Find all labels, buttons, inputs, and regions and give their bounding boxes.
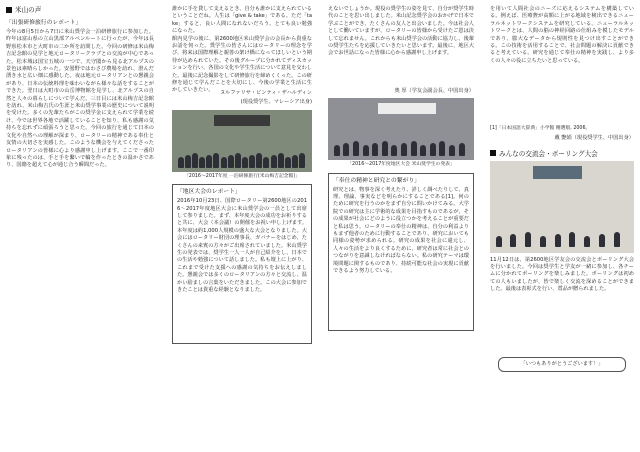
district-report-box	[172, 184, 312, 344]
column-1	[6, 6, 154, 446]
person-figure	[278, 153, 284, 168]
report-title: 「出張研修旅行のレポート」	[6, 20, 82, 26]
square-bullet-icon	[6, 7, 12, 13]
person-figure	[285, 157, 291, 168]
person-figure	[299, 153, 305, 168]
person-figure	[439, 141, 445, 156]
research-box	[328, 173, 474, 331]
person-figure	[199, 157, 205, 168]
district-report-title: 「地区大会のレポート」	[177, 189, 241, 196]
person-figure	[391, 145, 397, 156]
author-affiliation: (現役奨学生、マレーシア出身)	[240, 98, 312, 105]
district-report-body: 2016年10月23日、国際ロータリー第2600地区の2016～2017年度地区大会に米山奨学会の一員として出席して参りました。まず、本年度大会の成功をお祈りすると共に、大会（本会議）の開催をお祝い申し上げます。本年度は約1,000人規模の盛大な大会となりました。大会にはロータリー財団の理事長、ガバナーをはじめ、たくさんの来賓の方々がご出席されていました。米山奨学生の発表では、奨学生一人一人が自己紹介をし、日本での生活や勉強について話しました。私も壇上に上がり、これまで受けた支援への感謝の気持ちをお伝えしました。懇親会では多くのロータリアンの方々と交流し、温かい励ましの言葉をいただきました。この大会に参加できたことは貴重な経験となりました。	[177, 198, 307, 293]
person-figure	[569, 232, 575, 247]
report-body: 今年の8月5日から7日に米山奨学会一泊研修旅行に参加した。昨年は富山県の立山黒部アルペンルートに行ったが、今年は長野県松本市と大町市の二か所を訪問した。今回の研修は米山梅吉記念館の見学と地元ロータリークラブとの交流が中心であった。松本城は国宝五城の一つで、天守閣から見る北アルプスの景色は素晴らしかった。安曇野ではわさび農場を訪れ、澄んだ湧き水と広い畑に感動した。夜は地元ロータリアンとの懇親会があり、日本の伝統料理を味わいながら様々な話をすることができた。翌日は大町市の山岳博物館を見学し、北アルプスの自然と人々の暮らしについて学んだ。三日目には米山梅吉記念館を訪れ、米山梅吉氏の生涯と米山奨学事業の歴史について説明を受けた。多くの先輩たちがこの奨学金に支えられて学業を続け、今では世界各地で活躍していることを知り、私も感謝の気持ちを忘れずに頑張ろうと思った。今回の旅行を通じて日本の文化や自然への理解が深まり、ロータリーの精神である奉仕と友情の大切さを実感した。このような機会を与えてくださったロータリアンの皆様に心より感謝申し上げます。ここで一番印象に残ったのは、手と手を繋いで輪を作ったときの温かさであり、国籍を超えて心が通じ合う瞬間だった。	[6, 29, 154, 169]
research-author: 戴 艶娟（現役奨学生、中国出身）	[554, 134, 634, 141]
person-figure	[353, 141, 359, 156]
research-body: 研究とは、物事を深く考えたり、詳しく調べたりして、真理、理論、事実などを明らかにすることである[1]。何のために研究を行うのかをまず自分に問いかけてみる。大学院での研究は主に学術的な成果を目指すものであるが、その成果が社会にどのように役立つかを考えることが重要だと私は思う。ロータリーの奉仕の精神は、自分の利益よりもまず他者のために行動することであり、研究においても同様の姿勢が求められる。研究の成果を社会に還元し、人々の生活をより良くするために、研究者は常に社会とのつながりを意識しなければならない。私の研究テーマは環境問題に関するものであり、持続可能な社会の実現に貢献できるよう努力している。	[333, 186, 469, 274]
person-figure	[382, 141, 388, 156]
person-figure	[235, 153, 241, 168]
research-title: 「奉仕の精神と研究との繋がり」	[333, 177, 420, 184]
photo-people	[178, 143, 307, 168]
person-figure	[249, 155, 255, 168]
intro-text-2: 館内見学の後に、第2600地区米山奨学会の会長から貴重なお話を伺った。奨学生の皆さんにはロータリーの理念を学び、将来は国際理解と親善の架け橋になってほしいという期待が込められていた。その後グループに分かれてディスカッションを行い、各国の文化や学生生活について意見を交わした。最後に記念撮影をして研修旅行を締めくくった。この研修を通じて学んだことを大切にし、今後の学業と生活に生かしていきたい。	[172, 35, 312, 94]
section-heading: みんなの交流会・ボーリング大会	[490, 150, 634, 159]
conference-photo	[328, 98, 474, 160]
person-figure	[206, 155, 212, 168]
photo-people	[496, 196, 629, 247]
photo-banner	[214, 115, 270, 126]
person-figure	[449, 145, 455, 156]
person-figure	[420, 145, 426, 156]
person-figure	[540, 236, 546, 247]
person-figure	[614, 232, 620, 247]
person-figure	[292, 155, 298, 168]
photo-caption: 「2016～2017年度 一泊研修旅行(米山梅吉記念館)」	[183, 173, 301, 179]
bowling-photo	[490, 161, 634, 253]
bowling-screen	[533, 166, 582, 179]
footnote: [1]「日本国語大辞典」小学館 精選版, 2006。	[490, 126, 591, 131]
research-continued: を用いて人間社会のニーズに応えるシステムを構築している。例えば、医療費が高額に上がる地域を検出できるニューラルネットワークシステムを研究している。ニューラルネットワークとは、人間の脳の神経回路の仕組みを模したモデルであり、膨大なデータから規則性を見つけ出すことができる。この技術を活用することで、社会問題の解決に貢献できると考えている。研究を通じて奉仕の精神を実践し、より多くの人々の役に立ちたいと思っている。	[490, 6, 634, 64]
person-figure	[459, 143, 465, 156]
column-4	[490, 6, 634, 446]
person-figure	[343, 143, 349, 156]
person-figure	[242, 157, 248, 168]
person-figure	[430, 143, 436, 156]
conference-banner	[378, 103, 436, 114]
newsletter-page	[6, 6, 634, 446]
author-name: ヌルファリサ・ビンティ・ザハルディン	[219, 89, 312, 96]
person-figure	[185, 155, 191, 168]
person-figure	[263, 157, 269, 168]
person-figure	[599, 234, 605, 247]
person-figure	[228, 155, 234, 168]
person-figure	[178, 157, 184, 168]
person-figure	[334, 145, 340, 156]
person-figure	[496, 236, 502, 247]
person-figure	[256, 153, 262, 168]
bowling-body: 11月12日は、第2600地区学友会の交流会とボーリング大会を行いました。今回は奨学生と学友が一緒に参加し、各チームに分かれてボーリングを楽しみました。ボーリングは初めての人もいましたが、皆で楽しく交流を深めることができました。最後は表彰式を行い、賞品が贈られました。	[490, 256, 634, 293]
continued-text: えないでしょうか。現役の奨学生の姿を見て、自分が奨学生時代のことを思い出しました。米山記念奨学会のおかげで日本で学ぶことができ、たくさんの友人と出会いました。今は社会人として働いていますが、ロータリーの皆様から受けたご恩は決して忘れません。これからも米山奨学会の活動に協力し、後輩の奨学生たちを応援していきたいと思います。最後に、地区大会でお世話になった皆様に心から感謝申し上げます。	[328, 6, 474, 57]
square-bullet-icon	[490, 150, 496, 156]
person-figure	[363, 145, 369, 156]
group-photo	[172, 110, 312, 172]
person-figure	[555, 234, 561, 247]
photo-people	[334, 131, 468, 156]
person-figure	[411, 141, 417, 156]
person-figure	[372, 143, 378, 156]
thanks-message: 「いつもありがとうございます！」	[498, 357, 626, 372]
person-figure	[221, 157, 227, 168]
person-figure	[525, 232, 531, 247]
author-signature: 奥 厚（学友会副会長、中国出身）	[394, 88, 474, 94]
column-3	[328, 6, 474, 446]
person-figure	[401, 143, 407, 156]
section-heading: 米山の声	[6, 6, 154, 15]
person-figure	[192, 153, 198, 168]
photo-caption: 「2016～2017年度地区大会 米山奨学生の発表」	[347, 162, 455, 167]
person-figure	[213, 153, 219, 168]
intro-text: 誰かに手を貸して支えるとき、自分も誰かに支えられているということだね。人生は「give & take」である。ただ「take」すると、良い人間になれないだろう。とても良い勉強になった。	[172, 6, 312, 35]
column-2	[172, 6, 312, 446]
person-figure	[584, 236, 590, 247]
person-figure	[510, 234, 516, 247]
person-figure	[271, 155, 277, 168]
